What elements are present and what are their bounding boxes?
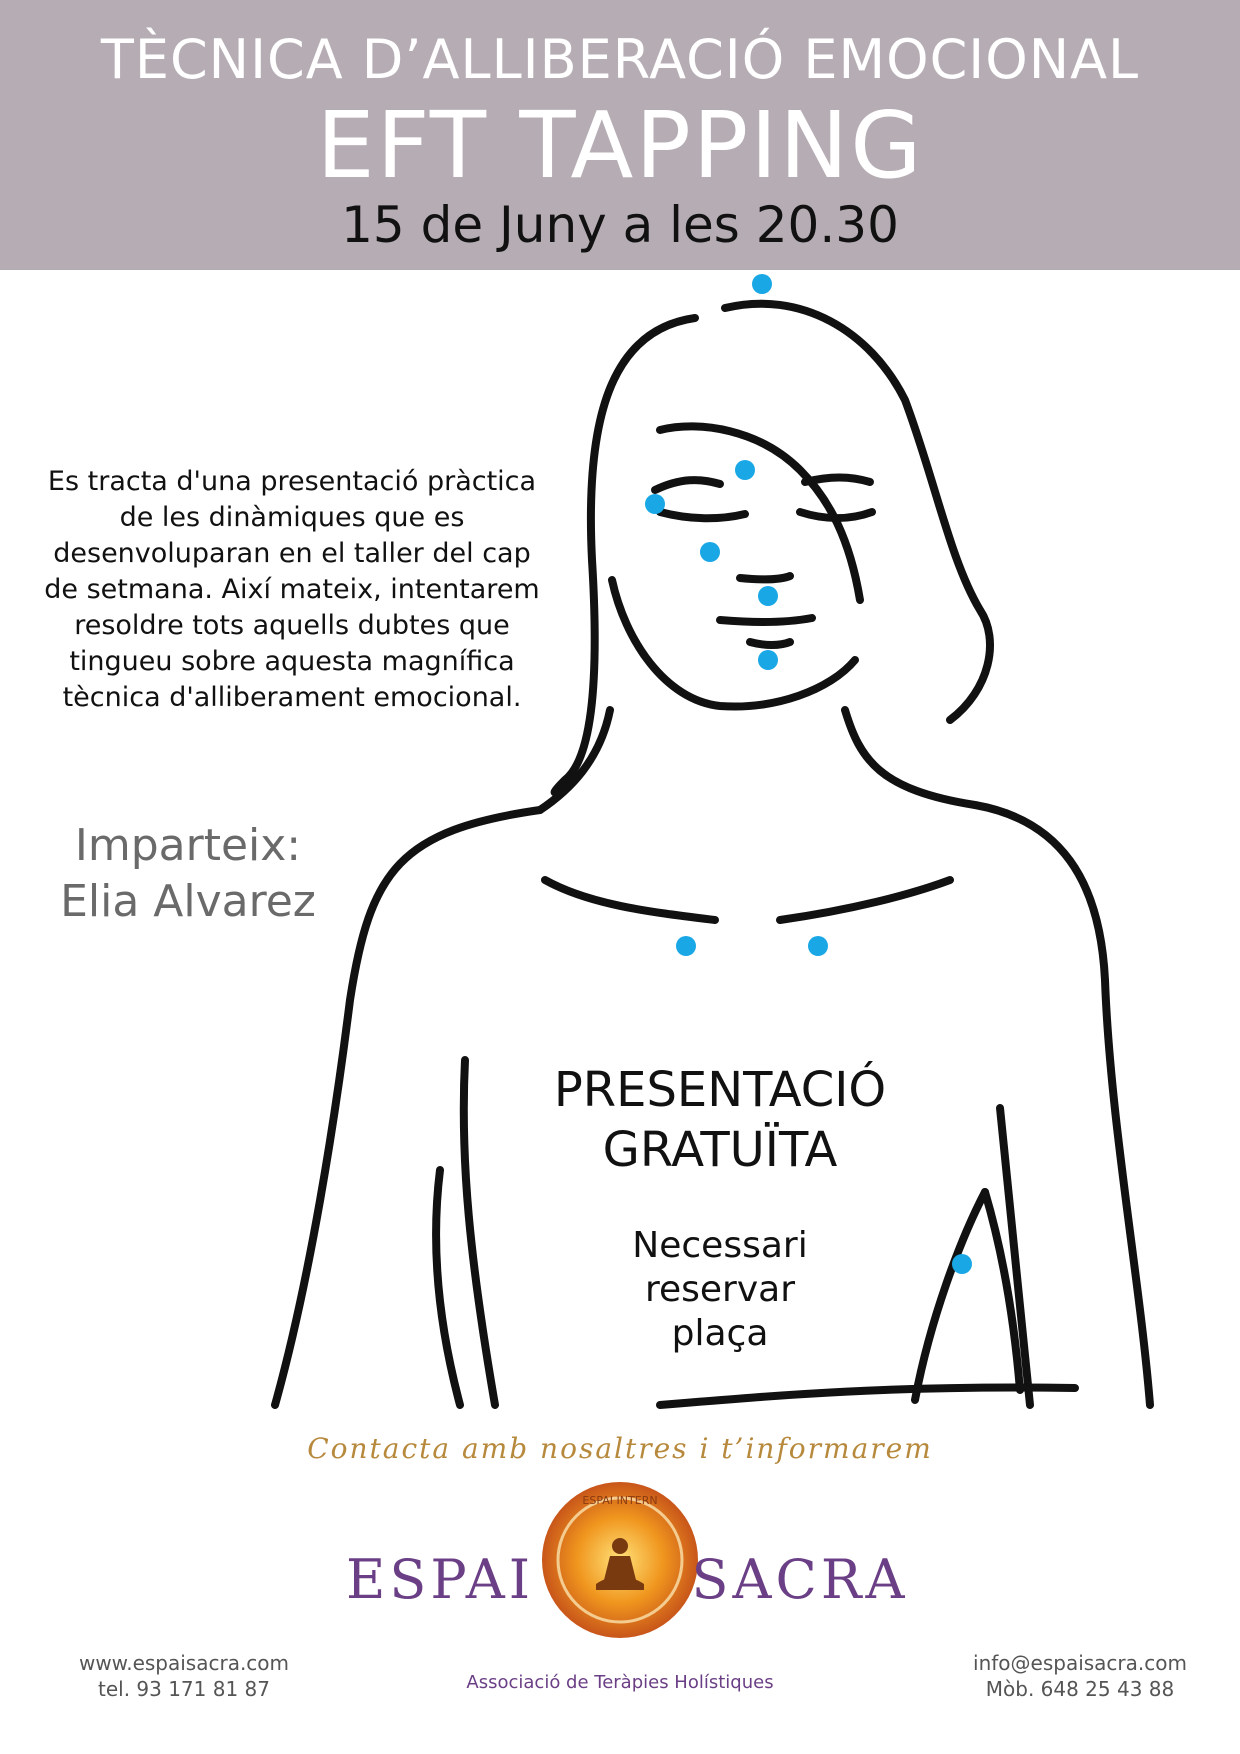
header-subtitle: TÈCNICA D’ALLIBERACIÓ EMOCIONAL: [100, 28, 1140, 91]
tapping-point-under-nose: [758, 586, 778, 606]
instructor-name: Elia Alvarez: [60, 876, 316, 927]
event-description: [42, 464, 542, 716]
phone-number: tel. 93 171 81 87: [97, 1677, 270, 1701]
tapping-point-under-eye: [700, 542, 720, 562]
tapping-point-eyebrow: [735, 460, 755, 480]
contact-tagline: Contacta amb nosaltres i t’informarem: [307, 1432, 933, 1465]
website-link[interactable]: www.espaisacra.com: [78, 1651, 290, 1675]
tapping-point-chin: [758, 650, 778, 670]
logo-ring-text: ESPAI INTERN: [582, 1494, 658, 1507]
logo-text-left: ESPAI: [345, 1548, 535, 1611]
description-line: desenvoluparan en el taller del cap: [53, 538, 531, 569]
description-line: tècnica d'alliberament emocional.: [62, 682, 522, 713]
event-date: 15 de Juny a les 20.30: [341, 196, 899, 254]
reservation-line-1: Necessari: [632, 1225, 808, 1266]
mobile-number: Mòb. 648 25 43 88: [985, 1677, 1175, 1701]
description-line: tingueu sobre aquesta magnífica: [69, 646, 515, 677]
tapping-point-collarbone-left: [676, 936, 696, 956]
free-presentation-heading: [510, 1060, 930, 1180]
reservation-line-2: reservar: [644, 1269, 796, 1310]
description-line: resoldre tots aquells dubtes que: [74, 610, 510, 641]
logo-text-right: SACRA: [691, 1548, 909, 1611]
reservation-note: [590, 1224, 850, 1356]
tapping-point-collarbone-right: [808, 936, 828, 956]
presentation-line-1: PRESENTACIÓ: [553, 1062, 887, 1118]
instructor-label: Imparteix:: [74, 820, 302, 871]
description-line: Es tracta d'una presentació pràctica: [47, 466, 537, 497]
email-link[interactable]: info@espaisacra.com: [973, 1651, 1187, 1675]
association-name: Associació de Teràpies Holístiques: [466, 1672, 774, 1693]
contact-left: [74, 1650, 294, 1702]
description-line: de setmana. Així mateix, intentarem: [44, 574, 540, 605]
contact-right: [960, 1650, 1200, 1702]
espai-sacra-logo: [330, 1470, 910, 1640]
presentation-line-2: GRATUÏTA: [602, 1122, 838, 1178]
reservation-line-3: plaça: [671, 1313, 769, 1354]
description-line: de les dinàmiques que es: [119, 502, 465, 533]
header-title: EFT TAPPING: [316, 92, 924, 199]
instructor-block: [58, 818, 318, 930]
tapping-point-side-of-eye: [645, 494, 665, 514]
tapping-point-crown: [752, 274, 772, 294]
tapping-point-under-arm: [952, 1254, 972, 1274]
